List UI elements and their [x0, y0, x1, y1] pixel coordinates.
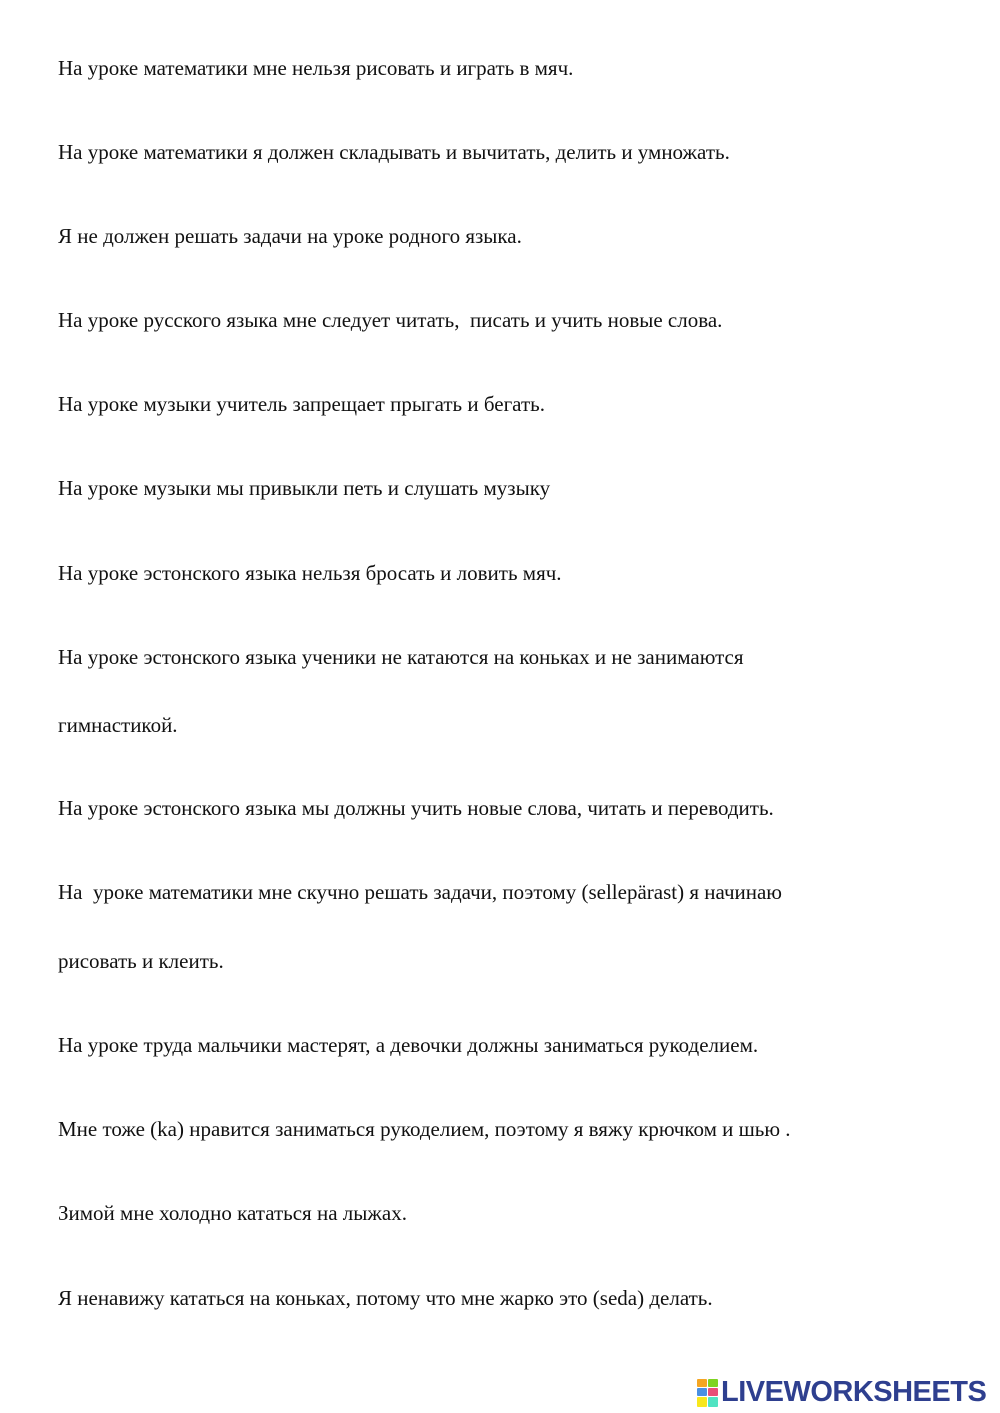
liveworksheets-logo-icon	[697, 1379, 717, 1405]
logo-square-2	[708, 1379, 718, 1387]
sentence-line: На уроке русского языка мне следует читать, писать и учить новые слова.	[58, 308, 723, 332]
sentence-line: Зимой мне холодно кататься на лыжах.	[58, 1201, 407, 1225]
logo-square-5	[697, 1397, 707, 1407]
logo-wordmark: LIVEWORKSHEETS	[721, 1376, 987, 1408]
sentence-line-continuation: рисовать и клеить.	[58, 949, 224, 973]
liveworksheets-logo	[697, 1377, 986, 1407]
sentence-line: На уроке эстонского языка мы должны учить новые слова, читать и переводить.	[58, 796, 774, 820]
sentence-line: На уроке эстонского языка нельзя бросать и ловить мяч.	[58, 561, 562, 585]
logo-square-1	[697, 1379, 707, 1387]
sentence-line: На уроке математики мне скучно решать задачи, поэтому (selleрärast) я начинаю	[58, 880, 782, 904]
logo-square-3	[697, 1388, 707, 1396]
sentence-line: Мне тоже (ka) нравится заниматься рукоделием, поэтому я вяжу крючком и шью .	[58, 1117, 791, 1141]
sentence-line: На уроке музыки мы привыкли петь и слушать музыку	[58, 476, 551, 500]
sentence-line: На уроке музыки учитель запрещает прыгать и бегать.	[58, 392, 545, 416]
sentence-line-continuation: гимнастикой.	[58, 713, 178, 737]
sentence-line: На уроке математики я должен складывать и вычитать, делить и умножать.	[58, 140, 730, 164]
logo-square-4	[708, 1388, 718, 1396]
sentence-line: На уроке труда мальчики мастерят, а девочки должны заниматься рукоделием.	[58, 1033, 759, 1057]
sentence-line: Я не должен решать задачи на уроке родного языка.	[58, 224, 522, 248]
sentence-line: Я ненавижу кататься на коньках, потому что мне жарко это (seda) делать.	[58, 1286, 713, 1310]
sentence-line: На уроке эстонского языка ученики не катаются на коньках и не занимаются	[58, 645, 744, 669]
sentence-line: На уроке математики мне нельзя рисовать и играть в мяч.	[58, 56, 574, 80]
logo-square-6	[708, 1397, 718, 1407]
